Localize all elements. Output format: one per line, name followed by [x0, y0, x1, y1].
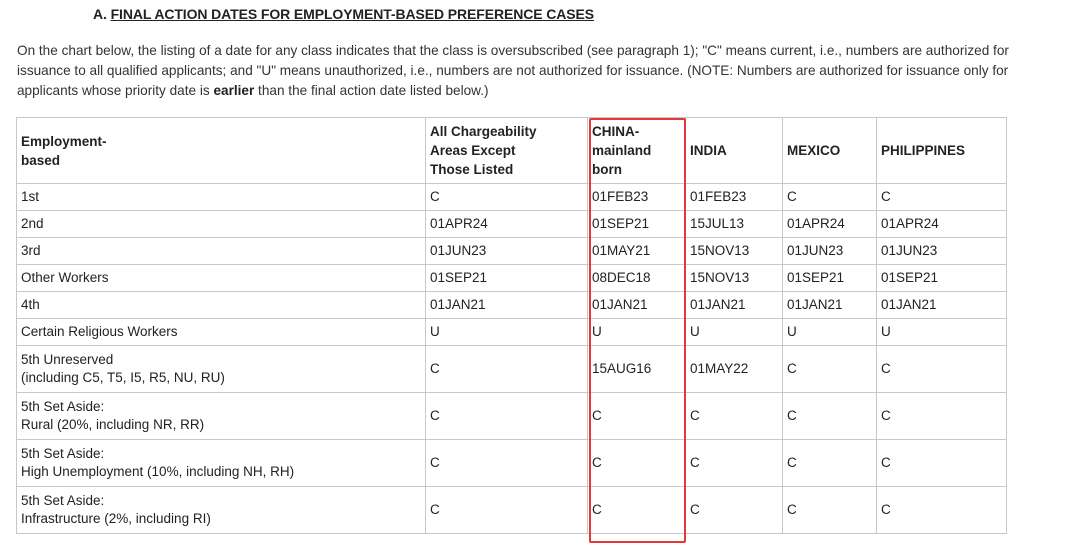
- header-china: CHINA- mainland born: [588, 118, 686, 184]
- row-label: 5th Set Aside: Infrastructure (2%, including RI): [17, 487, 426, 534]
- section-heading: [93, 6, 594, 22]
- header-employment-based: Employment- based: [17, 118, 426, 184]
- table-row: [17, 238, 1007, 265]
- cell-china: 15AUG16: [588, 346, 686, 393]
- cell-india: 15JUL13: [686, 211, 783, 238]
- cell-mexico: C: [783, 440, 877, 487]
- cell-mexico: C: [783, 487, 877, 534]
- table-row: [17, 211, 1007, 238]
- intro-text-1: On the chart below, the listing of a date for any class indicates that the class is oversubscribed (see paragraph 1); "C" means current, i.e., numbers are authorized for issuance to all qualified applicants; and "U" means unauthorized, i.e., numbers are not authorized for issuance. (NOTE: Numbers are authorized for issuance only for applicants whose priority date is: [17, 43, 1009, 98]
- table-row: [17, 346, 1007, 393]
- row-label: 5th Set Aside: Rural (20%, including NR, RR): [17, 393, 426, 440]
- cell-china: U: [588, 319, 686, 346]
- cell-china: 01FEB23: [588, 184, 686, 211]
- table-row: [17, 393, 1007, 440]
- cell-philippines: U: [877, 319, 1007, 346]
- cell-india: 01MAY22: [686, 346, 783, 393]
- cell-mexico: 01SEP21: [783, 265, 877, 292]
- cell-all-chargeability: 01JUN23: [426, 238, 588, 265]
- cell-china: 01SEP21: [588, 211, 686, 238]
- cell-all-chargeability: C: [426, 440, 588, 487]
- cell-mexico: C: [783, 393, 877, 440]
- row-label: 4th: [17, 292, 426, 319]
- cell-philippines: 01JUN23: [877, 238, 1007, 265]
- cell-philippines: C: [877, 346, 1007, 393]
- cell-china: 08DEC18: [588, 265, 686, 292]
- cell-all-chargeability: C: [426, 393, 588, 440]
- table-row: [17, 265, 1007, 292]
- table-row: [17, 487, 1007, 534]
- header-india: INDIA: [686, 118, 783, 184]
- row-label: 5th Set Aside: High Unemployment (10%, including NH, RH): [17, 440, 426, 487]
- table-row: [17, 184, 1007, 211]
- intro-bold-word: earlier: [213, 83, 255, 98]
- cell-india: 01JAN21: [686, 292, 783, 319]
- cell-philippines: C: [877, 487, 1007, 534]
- cell-india: U: [686, 319, 783, 346]
- table-row: [17, 319, 1007, 346]
- cell-all-chargeability: 01SEP21: [426, 265, 588, 292]
- row-label: 1st: [17, 184, 426, 211]
- row-label: Other Workers: [17, 265, 426, 292]
- cell-india: 01FEB23: [686, 184, 783, 211]
- section-letter: A.: [93, 6, 111, 22]
- cell-india: 15NOV13: [686, 238, 783, 265]
- cell-mexico: U: [783, 319, 877, 346]
- table-header-row: [17, 118, 1007, 184]
- cell-all-chargeability: C: [426, 346, 588, 393]
- intro-paragraph: [17, 41, 1017, 101]
- section-title: FINAL ACTION DATES FOR EMPLOYMENT-BASED PREFERENCE CASES: [110, 6, 594, 22]
- row-label: 3rd: [17, 238, 426, 265]
- row-label: 5th Unreserved (including C5, T5, I5, R5, NU, RU): [17, 346, 426, 393]
- cell-mexico: C: [783, 346, 877, 393]
- cell-india: C: [686, 487, 783, 534]
- cell-philippines: C: [877, 184, 1007, 211]
- cell-china: C: [588, 487, 686, 534]
- cell-philippines: 01JAN21: [877, 292, 1007, 319]
- cell-all-chargeability: 01JAN21: [426, 292, 588, 319]
- cell-all-chargeability: 01APR24: [426, 211, 588, 238]
- cell-mexico: 01JAN21: [783, 292, 877, 319]
- cell-philippines: C: [877, 393, 1007, 440]
- cell-india: C: [686, 393, 783, 440]
- cell-india: 15NOV13: [686, 265, 783, 292]
- header-philippines: PHILIPPINES: [877, 118, 1007, 184]
- row-label: Certain Religious Workers: [17, 319, 426, 346]
- cell-mexico: 01JUN23: [783, 238, 877, 265]
- cell-all-chargeability: C: [426, 184, 588, 211]
- header-all-chargeability: All Chargeability Areas Except Those Listed: [426, 118, 588, 184]
- row-label: 2nd: [17, 211, 426, 238]
- cell-all-chargeability: C: [426, 487, 588, 534]
- final-action-dates-table: [16, 117, 1007, 534]
- cell-china: C: [588, 393, 686, 440]
- table-row: [17, 292, 1007, 319]
- cell-philippines: C: [877, 440, 1007, 487]
- cell-philippines: 01APR24: [877, 211, 1007, 238]
- table-row: [17, 440, 1007, 487]
- cell-india: C: [686, 440, 783, 487]
- cell-china: 01JAN21: [588, 292, 686, 319]
- intro-text-2: than the final action date listed below.): [254, 83, 489, 98]
- cell-mexico: 01APR24: [783, 211, 877, 238]
- cell-philippines: 01SEP21: [877, 265, 1007, 292]
- cell-mexico: C: [783, 184, 877, 211]
- cell-china: 01MAY21: [588, 238, 686, 265]
- header-mexico: MEXICO: [783, 118, 877, 184]
- cell-all-chargeability: U: [426, 319, 588, 346]
- cell-china: C: [588, 440, 686, 487]
